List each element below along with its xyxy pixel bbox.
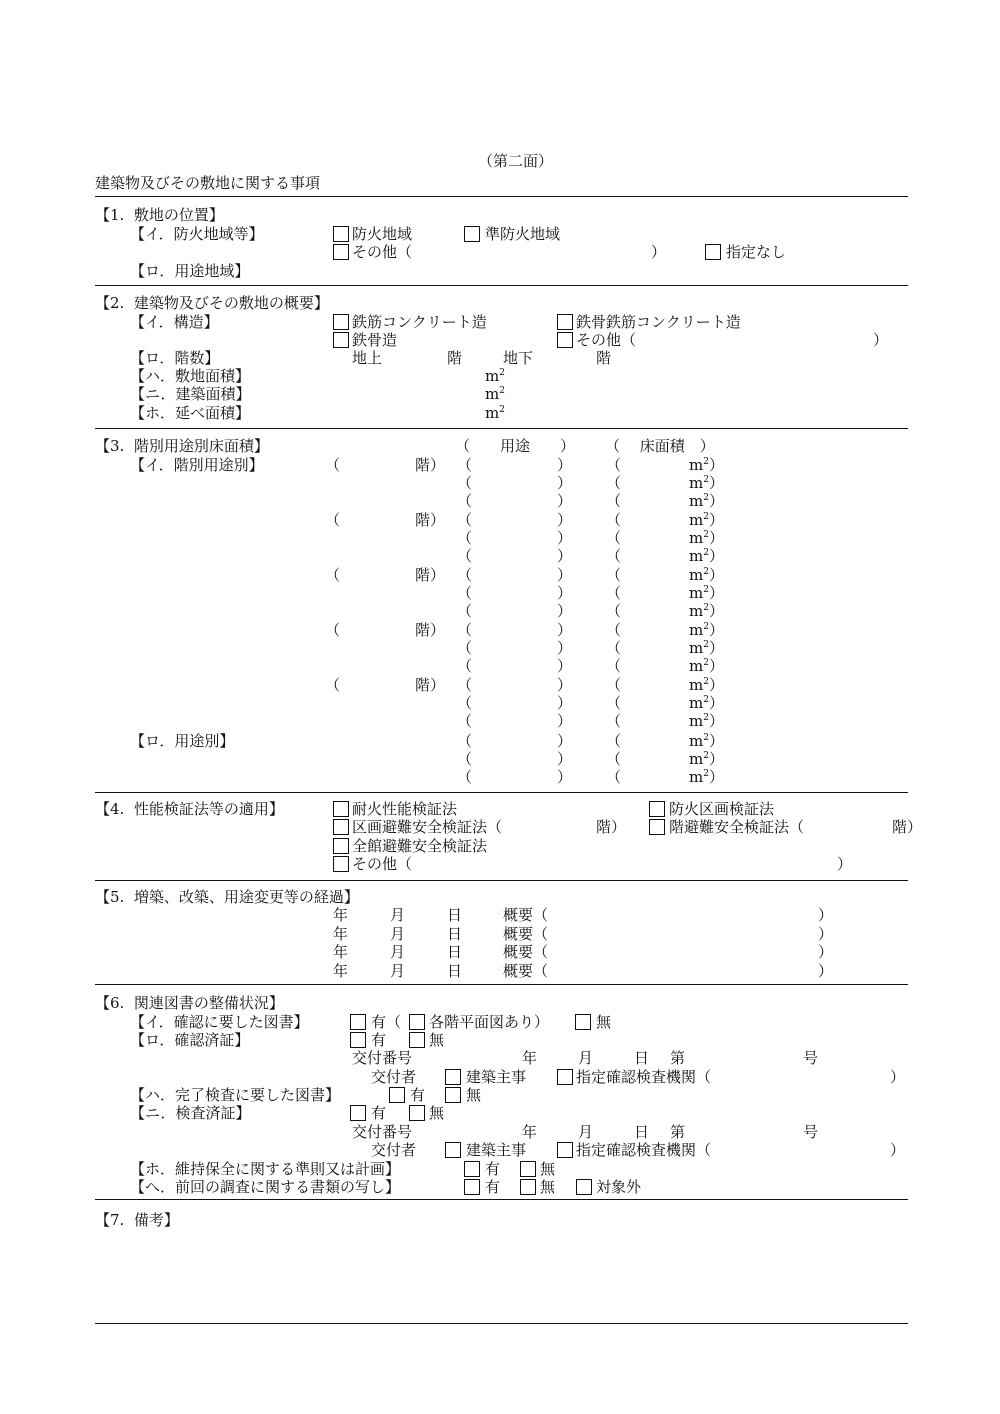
close-paren: ） [557, 657, 573, 675]
chika-label: 地下 [503, 349, 534, 367]
ari-label: 有 [485, 1178, 501, 1196]
nobe-menseki-label: 【ホ．延べ面積】 [130, 404, 251, 422]
dai-label: 第 [670, 1049, 686, 1067]
ari-label: 有 [410, 1086, 426, 1104]
unit-label: m [689, 584, 704, 602]
ari-label: 有（ [371, 1013, 402, 1031]
checkbox-ari[interactable] [464, 1179, 480, 1195]
option-label: 対象外 [596, 1178, 642, 1196]
open-paren: （ [457, 768, 473, 786]
unit-square-meter [689, 474, 724, 492]
tsuki-label: 月 [578, 1049, 594, 1067]
option-label: 建築主事 [466, 1141, 527, 1159]
kozo-label: 【イ．構造】 [130, 313, 219, 331]
checkbox-nashi[interactable] [575, 1014, 591, 1030]
kai-label: 階 [447, 349, 463, 367]
option-label: 区画避難安全検証法（ [352, 818, 503, 836]
open-paren: （ [457, 547, 473, 565]
open-paren: （ [606, 511, 622, 529]
open-paren: （ [457, 732, 473, 750]
unit-label: m [689, 676, 704, 694]
kai-close: 階） [892, 818, 923, 836]
unit-label: m [689, 456, 704, 474]
unit-label: m [689, 712, 704, 730]
checkbox-shitei-kikan[interactable] [557, 1142, 573, 1158]
section-divider [95, 196, 908, 197]
kakunin-tosho-label: 【イ．確認に要した図書】 [130, 1013, 309, 1031]
close-paren: ） [708, 694, 724, 712]
superscript-2: 2 [703, 567, 709, 577]
kofusha-label: 交付者 [371, 1068, 417, 1086]
close-paren: ） [708, 621, 724, 639]
unit-square-meter [689, 547, 724, 565]
close-paren: ） [818, 962, 834, 980]
open-paren: （ [606, 750, 622, 768]
open-paren: （ [606, 547, 622, 565]
open-paren: （ [457, 529, 473, 547]
hi-label: 日 [447, 906, 463, 924]
option-label: 指定なし [726, 243, 787, 261]
close-paren: ） [708, 474, 724, 492]
youto-betsu-label: 【ロ．用途別】 [130, 732, 235, 750]
open-paren: （ [457, 694, 473, 712]
unit-square-meter [485, 367, 505, 385]
open-paren: （ [457, 474, 473, 492]
close-paren: ） [708, 657, 724, 675]
superscript-2: 2 [703, 695, 709, 705]
superscript-2: 2 [703, 713, 709, 723]
section-7-title: 【7. 備考】 [95, 1211, 179, 1229]
checkbox-steel[interactable] [333, 332, 349, 348]
unit-square-meter [689, 529, 724, 547]
superscript-2: 2 [703, 530, 709, 540]
youto-chiiki-label: 【ロ．用途地域】 [130, 262, 250, 280]
close-paren: ） [557, 768, 573, 786]
close-paren: ） [557, 566, 573, 584]
superscript-2: 2 [703, 493, 709, 503]
checkbox-other[interactable] [333, 244, 349, 260]
unit-square-meter [689, 584, 724, 602]
checkbox-nashi[interactable] [520, 1179, 536, 1195]
open-paren: （ [606, 732, 622, 750]
tsuki-label: 月 [390, 962, 406, 980]
unit-label: m [689, 657, 704, 675]
go-label: 号 [803, 1123, 819, 1141]
unit-square-meter [689, 676, 724, 694]
kofusha-label: 交付者 [371, 1141, 417, 1159]
unit-label: m [689, 621, 704, 639]
close-paren: ） [557, 474, 573, 492]
close-paren: ） [557, 732, 573, 750]
open-paren: （ [457, 492, 473, 510]
nen-label: 年 [333, 943, 349, 961]
checkbox-kukaku-hinan[interactable] [333, 819, 349, 835]
superscript-2: 2 [703, 457, 709, 467]
section-5-title: 【5. 増築、改築、用途変更等の経過】 [95, 888, 359, 906]
nen-label: 年 [522, 1123, 538, 1141]
close-paren: ） [557, 584, 573, 602]
open-paren: （ [606, 768, 622, 786]
option-label: 鉄骨造 [352, 331, 398, 349]
hi-label: 日 [447, 943, 463, 961]
tsuki-label: 月 [390, 906, 406, 924]
close-paren: ） [873, 331, 889, 349]
open-paren: （ [606, 474, 622, 492]
option-label: 防火地域 [352, 225, 413, 243]
unit-label: m [485, 385, 500, 403]
close-paren: ） [557, 456, 573, 474]
unit-square-meter [689, 621, 724, 639]
close-paren: ） [557, 602, 573, 620]
nen-label: 年 [333, 962, 349, 980]
kaibetsu-label: 【イ．階別用途別】 [130, 456, 264, 474]
floor-entry: （ 階） [325, 566, 446, 584]
open-paren: （ [606, 566, 622, 584]
unit-square-meter [689, 602, 724, 620]
close-paren: ） [557, 529, 573, 547]
checkbox-other[interactable] [557, 332, 573, 348]
checkbox-shitei-kikan[interactable] [557, 1069, 573, 1085]
checkbox-jun-bouka[interactable] [464, 226, 480, 242]
nashi-label: 無 [429, 1031, 445, 1049]
superscript-2: 2 [703, 677, 709, 687]
option-label: 建築主事 [466, 1068, 527, 1086]
floor-entry: （ 階） [325, 676, 446, 694]
open-paren: （ [457, 657, 473, 675]
nashi-label: 無 [596, 1013, 612, 1031]
option-label: その他（ [352, 243, 413, 261]
open-paren: （ [457, 639, 473, 657]
option-label: その他（ [576, 331, 637, 349]
dai-label: 第 [670, 1123, 686, 1141]
checkbox-kai-hinan[interactable] [649, 819, 665, 835]
kenchiku-menseki-label: 【ニ．建築面積】 [130, 385, 251, 403]
checkbox-kenchiku-shuji[interactable] [445, 1069, 461, 1085]
bouka-chiiki-label: 【イ．防火地域等】 [130, 225, 264, 243]
close-paren: ） [557, 676, 573, 694]
close-paren: ） [708, 712, 724, 730]
checkbox-bouka-chiiki[interactable] [333, 226, 349, 242]
superscript-2: 2 [703, 475, 709, 485]
floor-entry: （ 階） [325, 621, 446, 639]
nashi-label: 無 [540, 1160, 556, 1178]
checkbox-ari[interactable] [464, 1161, 480, 1177]
checkbox-ari[interactable] [389, 1087, 405, 1103]
checkbox-nashi[interactable] [520, 1161, 536, 1177]
option-label: 全館避難安全検証法 [352, 837, 488, 855]
unit-label: m [689, 732, 704, 750]
checkbox-bouka-kukaku[interactable] [649, 801, 665, 817]
unit-square-meter [689, 492, 724, 510]
superscript-2: 2 [703, 751, 709, 761]
option-label: 各階平面図あり） [429, 1013, 550, 1031]
close-paren: ） [818, 943, 834, 961]
superscript-2: 2 [703, 733, 709, 743]
shikichi-menseki-label: 【ハ．敷地面積】 [130, 367, 251, 385]
open-paren: （ [457, 750, 473, 768]
open-paren: （ [606, 712, 622, 730]
open-paren: （ [457, 584, 473, 602]
close-paren: ） [557, 712, 573, 730]
option-label: 防火区画検証法 [669, 800, 775, 818]
checkbox-ari[interactable] [350, 1032, 366, 1048]
unit-label: m [689, 529, 704, 547]
close-paren: ） [557, 547, 573, 565]
superscript-2: 2 [703, 585, 709, 595]
checkbox-taishogai[interactable] [576, 1179, 592, 1195]
unit-label: m [485, 367, 500, 385]
unit-label: m [689, 511, 704, 529]
floor-entry: （ 階） [325, 511, 446, 529]
option-label: 階避難安全検証法（ [669, 818, 805, 836]
ari-label: 有 [485, 1160, 501, 1178]
unit-square-meter [689, 750, 724, 768]
unit-label: m [689, 768, 704, 786]
unit-square-meter [485, 404, 505, 422]
section-6-title: 【6. 関連図書の整備状況】 [95, 994, 284, 1012]
section-divider [95, 428, 908, 429]
superscript-2: 2 [703, 640, 709, 650]
unit-label: m [485, 404, 500, 422]
close-paren: ） [557, 511, 573, 529]
open-paren: （ [457, 456, 473, 474]
section-2-title: 【2. 建築物及びその敷地の概要】 [95, 294, 329, 312]
gaiyo-label: 概要（ [503, 925, 549, 943]
hi-label: 日 [634, 1123, 650, 1141]
section-divider [95, 984, 908, 985]
open-paren: （ [606, 621, 622, 639]
checkbox-nashi[interactable] [409, 1105, 425, 1121]
superscript-2: 2 [499, 386, 505, 396]
open-paren: （ [457, 602, 473, 620]
close-paren: ） [557, 621, 573, 639]
ari-label: 有 [371, 1031, 387, 1049]
close-paren: ） [890, 1141, 906, 1159]
ari-label: 有 [371, 1104, 387, 1122]
close-paren: ） [818, 906, 834, 924]
floor-entry: （ 階） [325, 456, 446, 474]
go-label: 号 [803, 1049, 819, 1067]
checkbox-ari[interactable] [350, 1105, 366, 1121]
open-paren: （ [606, 676, 622, 694]
unit-label: m [689, 694, 704, 712]
tsuki-label: 月 [578, 1123, 594, 1141]
open-paren: （ [457, 511, 473, 529]
open-paren: （ [457, 621, 473, 639]
open-paren: （ [606, 602, 622, 620]
option-label: 指定確認検査機関（ [576, 1141, 712, 1159]
close-paren: ） [708, 547, 724, 565]
close-paren: ） [708, 566, 724, 584]
kai-label: 階 [596, 349, 612, 367]
checkbox-rc[interactable] [333, 314, 349, 330]
unit-square-meter [689, 694, 724, 712]
gaiyo-label: 概要（ [503, 906, 549, 924]
form-heading: 建築物及びその敷地に関する事項 [95, 174, 321, 192]
gaiyo-label: 概要（ [503, 943, 549, 961]
gaiyo-label: 概要（ [503, 962, 549, 980]
option-label: 鉄骨鉄筋コンクリート造 [576, 313, 741, 331]
unit-square-meter [689, 657, 724, 675]
option-label: 鉄筋コンクリート造 [352, 313, 487, 331]
unit-square-meter [689, 639, 724, 657]
superscript-2: 2 [703, 512, 709, 522]
checkbox-taika[interactable] [333, 801, 349, 817]
unit-label: m [689, 639, 704, 657]
option-label: その他（ [352, 855, 413, 873]
close-paren: ） [708, 492, 724, 510]
use-column-header: （ 用途 ） [455, 437, 576, 455]
section-divider [95, 1199, 908, 1200]
checkbox-shitei-nashi[interactable] [705, 244, 721, 260]
close-paren: ） [651, 243, 667, 261]
unit-label: m [689, 492, 704, 510]
section-1-title: 【1. 敷地の位置】 [95, 206, 224, 224]
open-paren: （ [606, 492, 622, 510]
unit-label: m [689, 566, 704, 584]
nen-label: 年 [333, 906, 349, 924]
checkbox-nashi[interactable] [409, 1032, 425, 1048]
kofu-bango-label: 交付番号 [352, 1049, 413, 1067]
open-paren: （ [457, 566, 473, 584]
close-paren: ） [890, 1068, 906, 1086]
kanryo-tosho-label: 【ハ．完了検査に要した図書】 [130, 1086, 341, 1104]
option-label: 耐火性能検証法 [352, 800, 458, 818]
close-paren: ） [557, 639, 573, 657]
close-paren: ） [708, 768, 724, 786]
checkbox-nashi[interactable] [445, 1087, 461, 1103]
close-paren: ） [837, 855, 853, 873]
checkbox-kenchiku-shuji[interactable] [445, 1142, 461, 1158]
close-paren: ） [708, 584, 724, 602]
unit-label: m [689, 547, 704, 565]
close-paren: ） [708, 676, 724, 694]
open-paren: （ [606, 657, 622, 675]
superscript-2: 2 [703, 603, 709, 613]
hi-label: 日 [447, 962, 463, 980]
area-column-header: （ 床面積 ） [605, 437, 715, 455]
unit-square-meter [485, 385, 505, 403]
close-paren: ） [708, 602, 724, 620]
iji-hozen-label: 【ホ．維持保全に関する準則又は計画】 [130, 1160, 401, 1178]
unit-square-meter [689, 768, 724, 786]
nashi-label: 無 [466, 1086, 482, 1104]
unit-square-meter [689, 566, 724, 584]
section-divider [95, 792, 908, 793]
unit-label: m [689, 750, 704, 768]
unit-square-meter [689, 456, 724, 474]
close-paren: ） [708, 750, 724, 768]
unit-label: m [689, 474, 704, 492]
kensa-zumisho-label: 【ニ．検査済証】 [130, 1104, 251, 1122]
open-paren: （ [606, 584, 622, 602]
nen-label: 年 [333, 925, 349, 943]
option-label: 指定確認検査機関（ [576, 1068, 712, 1086]
unit-label: m [689, 602, 704, 620]
tsuki-label: 月 [390, 925, 406, 943]
superscript-2: 2 [499, 368, 505, 378]
checkbox-zenkan-hinan[interactable] [333, 838, 349, 854]
superscript-2: 2 [703, 658, 709, 668]
option-label: 準防火地域 [485, 225, 561, 243]
checkbox-kakukai[interactable] [409, 1014, 425, 1030]
unit-square-meter [689, 712, 724, 730]
close-paren: ） [708, 456, 724, 474]
open-paren: （ [606, 529, 622, 547]
page-title: （第二面） [478, 152, 554, 170]
tsuki-label: 月 [390, 943, 406, 961]
open-paren: （ [457, 676, 473, 694]
close-paren: ） [708, 511, 724, 529]
unit-square-meter [689, 732, 724, 750]
nashi-label: 無 [540, 1178, 556, 1196]
open-paren: （ [606, 694, 622, 712]
open-paren: （ [457, 712, 473, 730]
hi-label: 日 [634, 1049, 650, 1067]
open-paren: （ [606, 639, 622, 657]
close-paren: ） [557, 750, 573, 768]
close-paren: ） [818, 925, 834, 943]
open-paren: （ [606, 456, 622, 474]
zenkai-chosa-label: 【へ．前回の調査に関する書類の写し】 [130, 1178, 401, 1196]
superscript-2: 2 [703, 769, 709, 779]
close-paren: ） [557, 694, 573, 712]
close-paren: ） [557, 492, 573, 510]
section-divider [95, 880, 908, 881]
checkbox-src[interactable] [557, 314, 573, 330]
close-paren: ） [708, 732, 724, 750]
close-paren: ） [708, 639, 724, 657]
kakunin-zumisho-label: 【ロ．確認済証】 [130, 1031, 250, 1049]
superscript-2: 2 [703, 622, 709, 632]
section-divider [95, 1323, 908, 1324]
nen-label: 年 [522, 1049, 538, 1067]
kaisu-label: 【ロ．階数】 [130, 349, 220, 367]
unit-square-meter [689, 511, 724, 529]
checkbox-ari[interactable] [350, 1014, 366, 1030]
kai-close: 階） [596, 818, 627, 836]
close-paren: ） [708, 529, 724, 547]
hi-label: 日 [447, 925, 463, 943]
chijo-label: 地上 [352, 349, 383, 367]
checkbox-other[interactable] [333, 856, 349, 872]
superscript-2: 2 [703, 548, 709, 558]
superscript-2: 2 [499, 405, 505, 415]
nashi-label: 無 [429, 1104, 445, 1122]
section-3-title: 【3. 階別用途別床面積】 [95, 437, 269, 455]
section-4-title: 【4. 性能検証法等の適用】 [95, 800, 284, 818]
kofu-bango-label: 交付番号 [352, 1123, 413, 1141]
section-divider [95, 285, 908, 286]
